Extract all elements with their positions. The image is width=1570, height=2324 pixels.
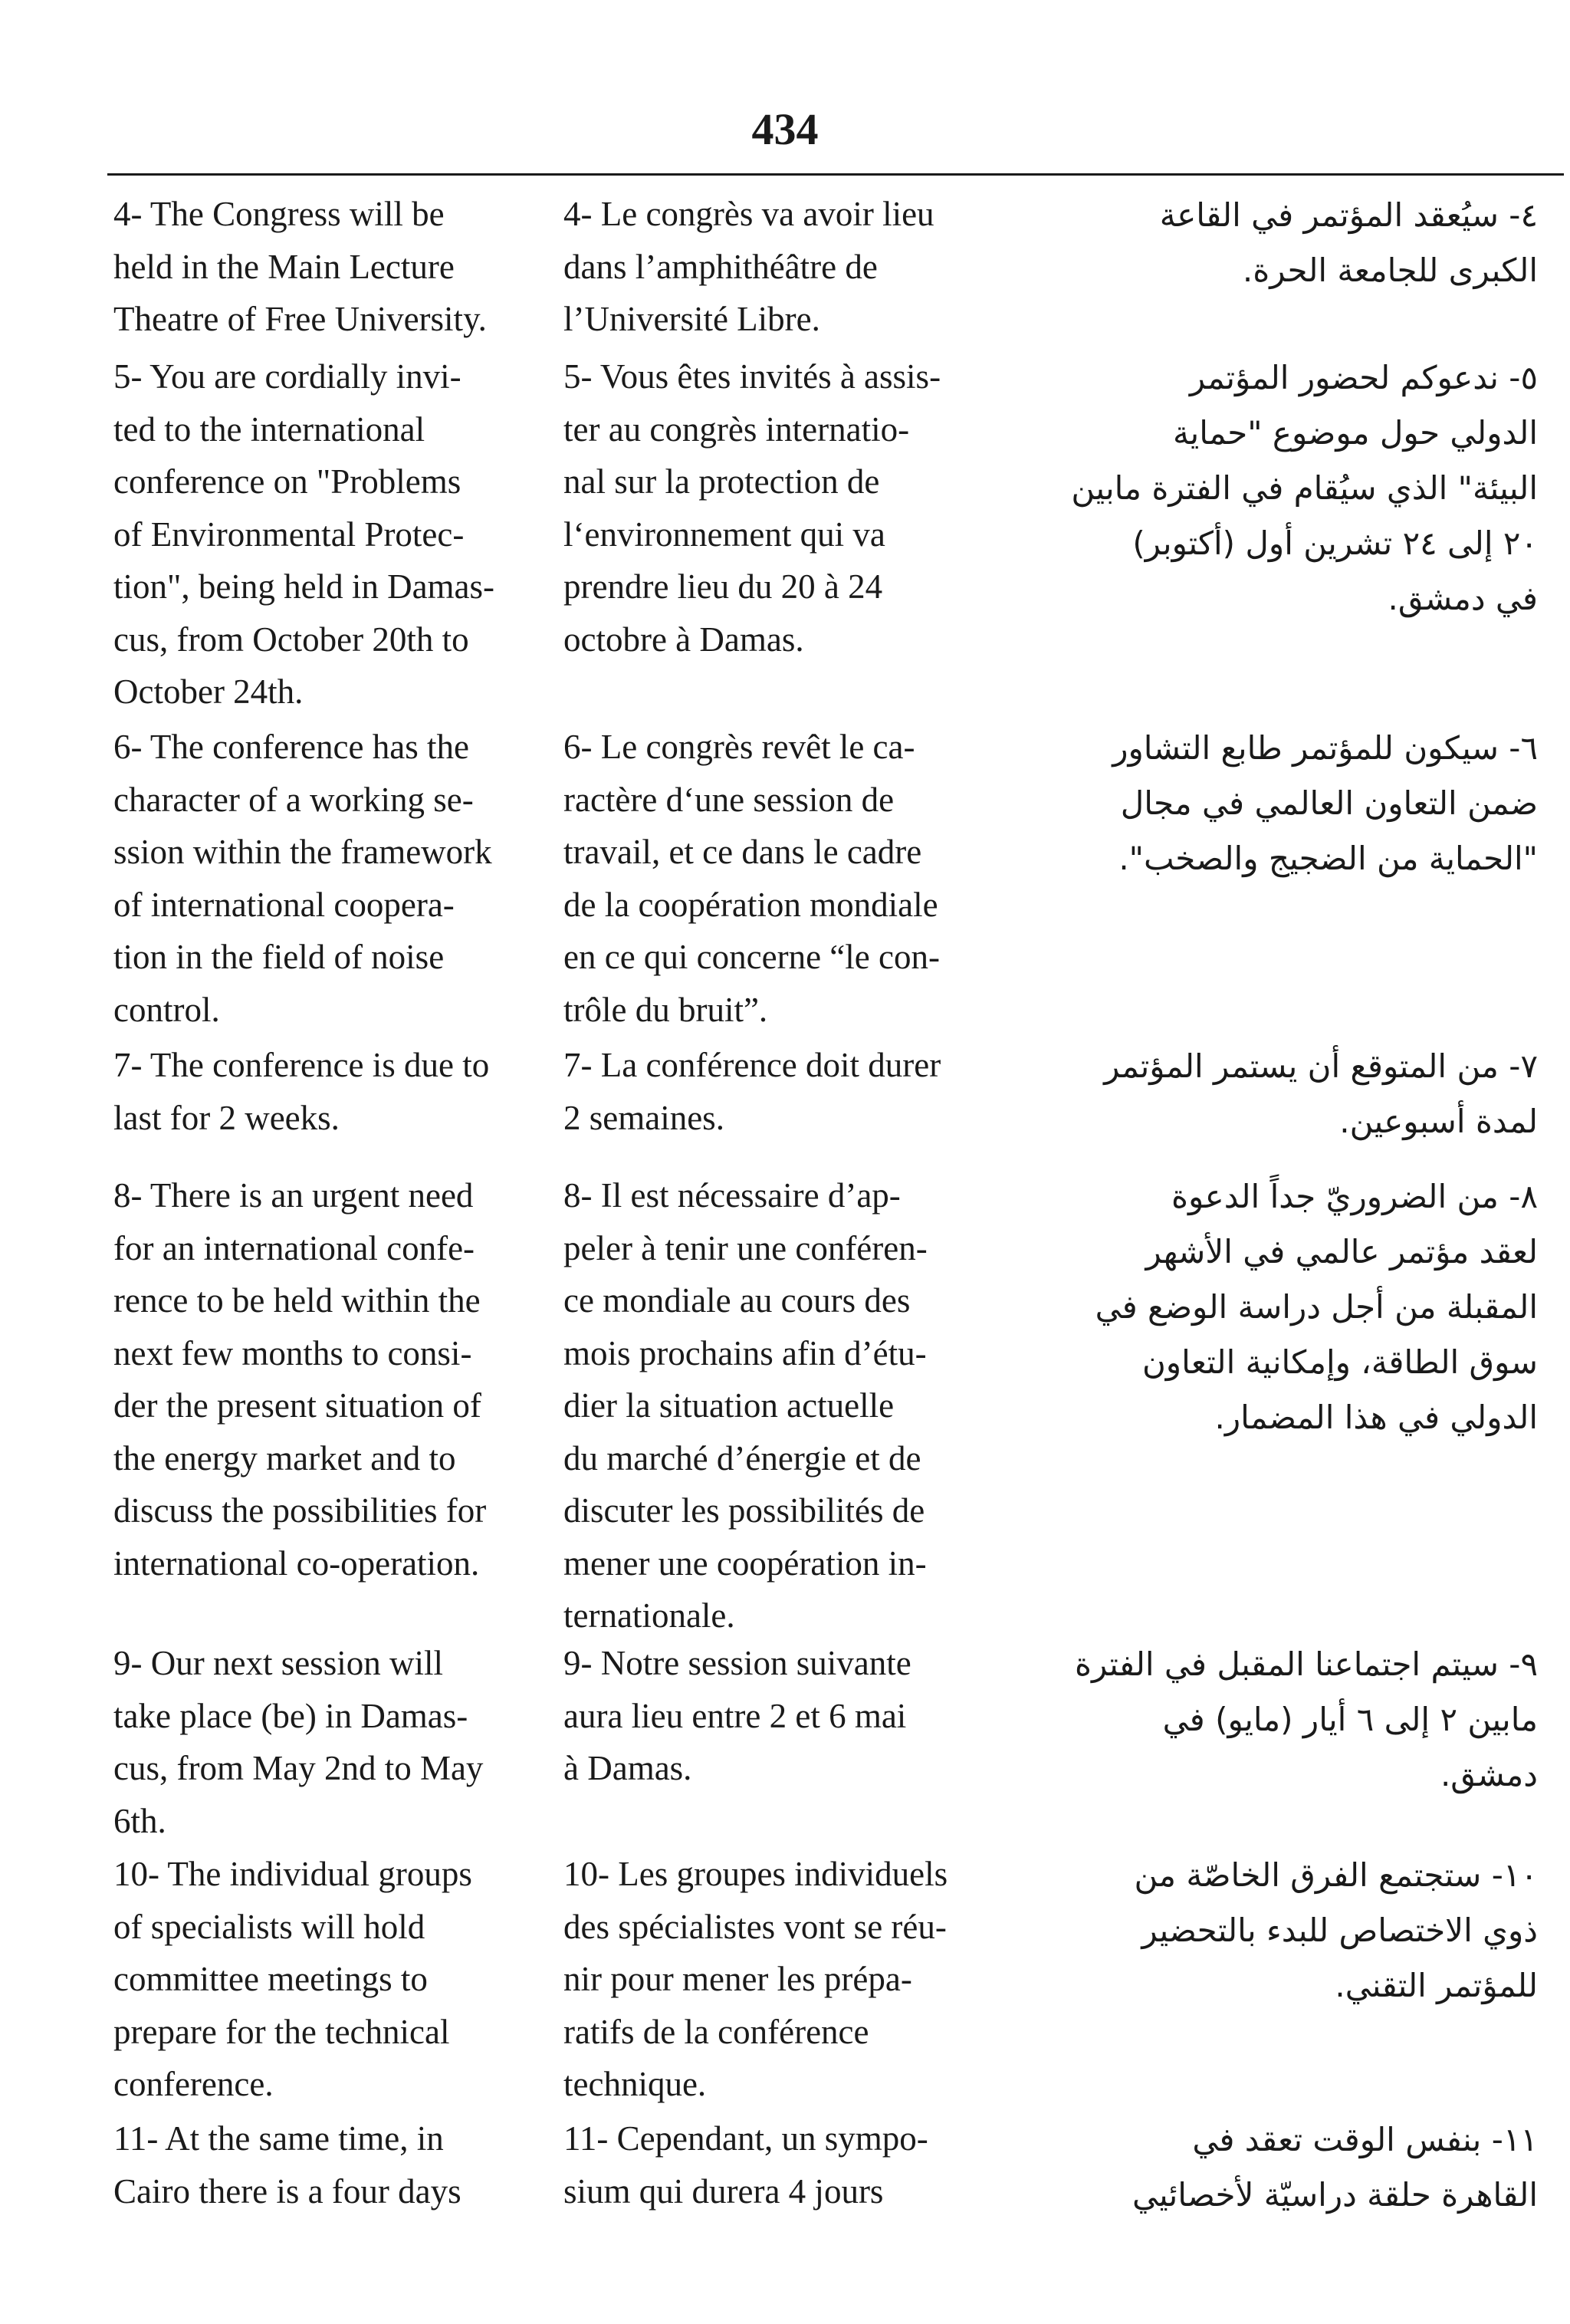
english-item-10: 10- The individual groups of specialists will hold committee meetings to prepare for the technical conference.	[113, 1855, 472, 2103]
arabic-item-4: ٤- سيُعقد المؤتمر في القاعة الكبرى للجامعة الحرة.	[1159, 196, 1538, 289]
arabic-item-8: ٨- من الضروريّ جداً الدعوة لعقد مؤتمر عالمي في الأشهر المقبلة من أجل دراسة الوضع في سوق الطاقة، وإمكانية التعاون الدولي في هذا المضمار.	[1095, 1178, 1538, 1436]
page-number: 434	[751, 104, 819, 154]
french-item-11: 11- Cependant, un sympo- sium qui durera 4 jours	[563, 2119, 928, 2211]
arabic-item-10: ١٠- ستجتمع الفرق الخاصّة من ذوي الاختصاص للبدء بالتحضير للمؤتمر التقني.	[1134, 1856, 1538, 2004]
french-item-8: 8- Il est nécessaire d’ap- peler à tenir une conféren- ce mondiale au cours des mois prochains afin d’étu- dier la situation actuelle du marché d’énergie et de discuter les possibilités de mener une coopération in- ternationale.	[563, 1176, 928, 1635]
french-item-7: 7- La conférence doit durer 2 semaines.	[563, 1046, 941, 1137]
english-item-5: 5- You are cordially invi- ted to the international conference on "Problems of Environmental Protec- tion", being held in Damas- cus, from October 20th to October 24th.	[113, 357, 495, 711]
french-item-4: 4- Le congrès va avoir lieu dans l’amphithéâtre de l’Université Libre.	[563, 195, 934, 338]
arabic-item-5: ٥- ندعوكم لحضور المؤتمر الدولي حول موضوع "حماية البيئة" الذي سيُقام في الفترة مابين ٢٠ إلى ٢٤ تشرين أول (أكتوبر) في دمشق.	[1071, 359, 1538, 617]
french-item-5: 5- Vous êtes invités à assis- ter au congrès internatio- nal sur la protection de l‘environnement qui va prendre lieu du 20 à 24 octobre à Damas.	[563, 357, 941, 659]
english-item-7: 7- The conference is due to last for 2 weeks.	[113, 1046, 490, 1137]
english-item-4: 4- The Congress will be held in the Main Lecture Theatre of Free University.	[113, 195, 487, 338]
french-item-10: 10- Les groupes individuels des spécialistes vont se réu- nir pour mener les prépa- ratifs de la conférence technique.	[563, 1855, 948, 2103]
arabic-item-7: ٧- من المتوقع أن يستمر المؤتمر لمدة أسبوعين.	[1104, 1047, 1538, 1140]
english-item-11: 11- At the same time, in Cairo there is a four days	[113, 2119, 461, 2211]
french-item-9: 9- Notre session suivante aura lieu entre 2 et 6 mai à Damas.	[563, 1644, 911, 1787]
arabic-item-9: ٩- سيتم اجتماعنا المقبل في الفترة مابين ٢ إلى ٦ أيار (مايو) في دمشق.	[1075, 1645, 1538, 1793]
arabic-item-6: ٦- سيكون للمؤتمر طابع التشاور ضمن التعاون العالمي في مجال "الحماية من الضجيج والصخب".	[1112, 729, 1538, 877]
english-item-6: 6- The conference has the character of a working se- ssion within the framework of international coopera- tion in the field of noise control.	[113, 728, 492, 1029]
english-item-9: 9- Our next session will take place (be) in Damas- cus, from May 2nd to May 6th.	[113, 1644, 484, 1840]
header-rule	[107, 173, 1564, 176]
english-item-8: 8- There is an urgent need for an international confe- rence to be held within the next few months to consi- der the present situation of the energy market and to discuss the possibilities for international co-operation.	[113, 1176, 487, 1583]
french-item-6: 6- Le congrès revêt le ca- ractère d‘une session de travail, et ce dans le cadre de la coopération mondiale en ce qui concerne “le con- trôle du bruit”.	[563, 728, 940, 1029]
arabic-item-11: ١١- بنفس الوقت تعقد في القاهرة حلقة دراسيّة لأخصائيي	[1132, 2121, 1538, 2214]
